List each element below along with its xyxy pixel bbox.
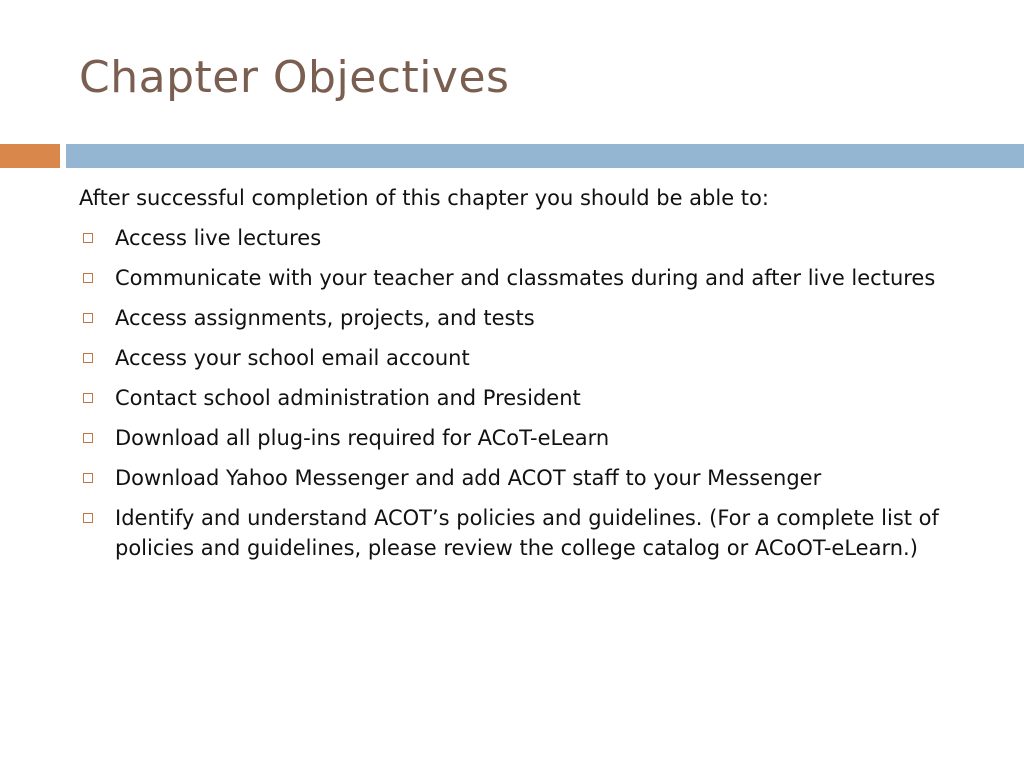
square-bullet-icon (83, 393, 93, 403)
list-item (79, 263, 989, 293)
slide-title: Chapter Objectives (79, 52, 510, 103)
square-bullet-icon (83, 233, 93, 243)
square-bullet-icon (83, 433, 93, 443)
square-bullet-icon (83, 513, 93, 523)
list-item (79, 383, 989, 413)
list-item (79, 463, 989, 493)
list-item (79, 223, 989, 253)
intro-text: After successful completion of this chapter you should be able to: (79, 186, 769, 210)
objective-text: Download Yahoo Messenger and add ACOT staff to your Messenger (115, 466, 822, 490)
orange-accent-bar (0, 144, 60, 168)
square-bullet-icon (83, 313, 93, 323)
objective-text: Access live lectures (115, 226, 322, 250)
objective-text: Communicate with your teacher and classmates during and after live lectures (115, 266, 936, 290)
list-item (79, 343, 989, 373)
slide-body (79, 183, 989, 573)
objective-text: Access your school email account (115, 346, 470, 370)
list-item (79, 303, 989, 333)
list-item (79, 423, 989, 453)
square-bullet-icon (83, 473, 93, 483)
list-item (79, 503, 989, 563)
square-bullet-icon (83, 273, 93, 283)
square-bullet-icon (83, 353, 93, 363)
objective-text: Download all plug-ins required for ACoT-eLearn (115, 426, 610, 450)
blue-header-bar (66, 144, 1024, 168)
objective-text: Access assignments, projects, and tests (115, 306, 535, 330)
objective-text: Identify and understand ACOT’s policies and guidelines. (For a complete list of policies and guidelines, please review the college catalog or ACoOT-eLearn.) (115, 506, 939, 560)
objectives-list (79, 223, 989, 563)
objective-text: Contact school administration and President (115, 386, 581, 410)
